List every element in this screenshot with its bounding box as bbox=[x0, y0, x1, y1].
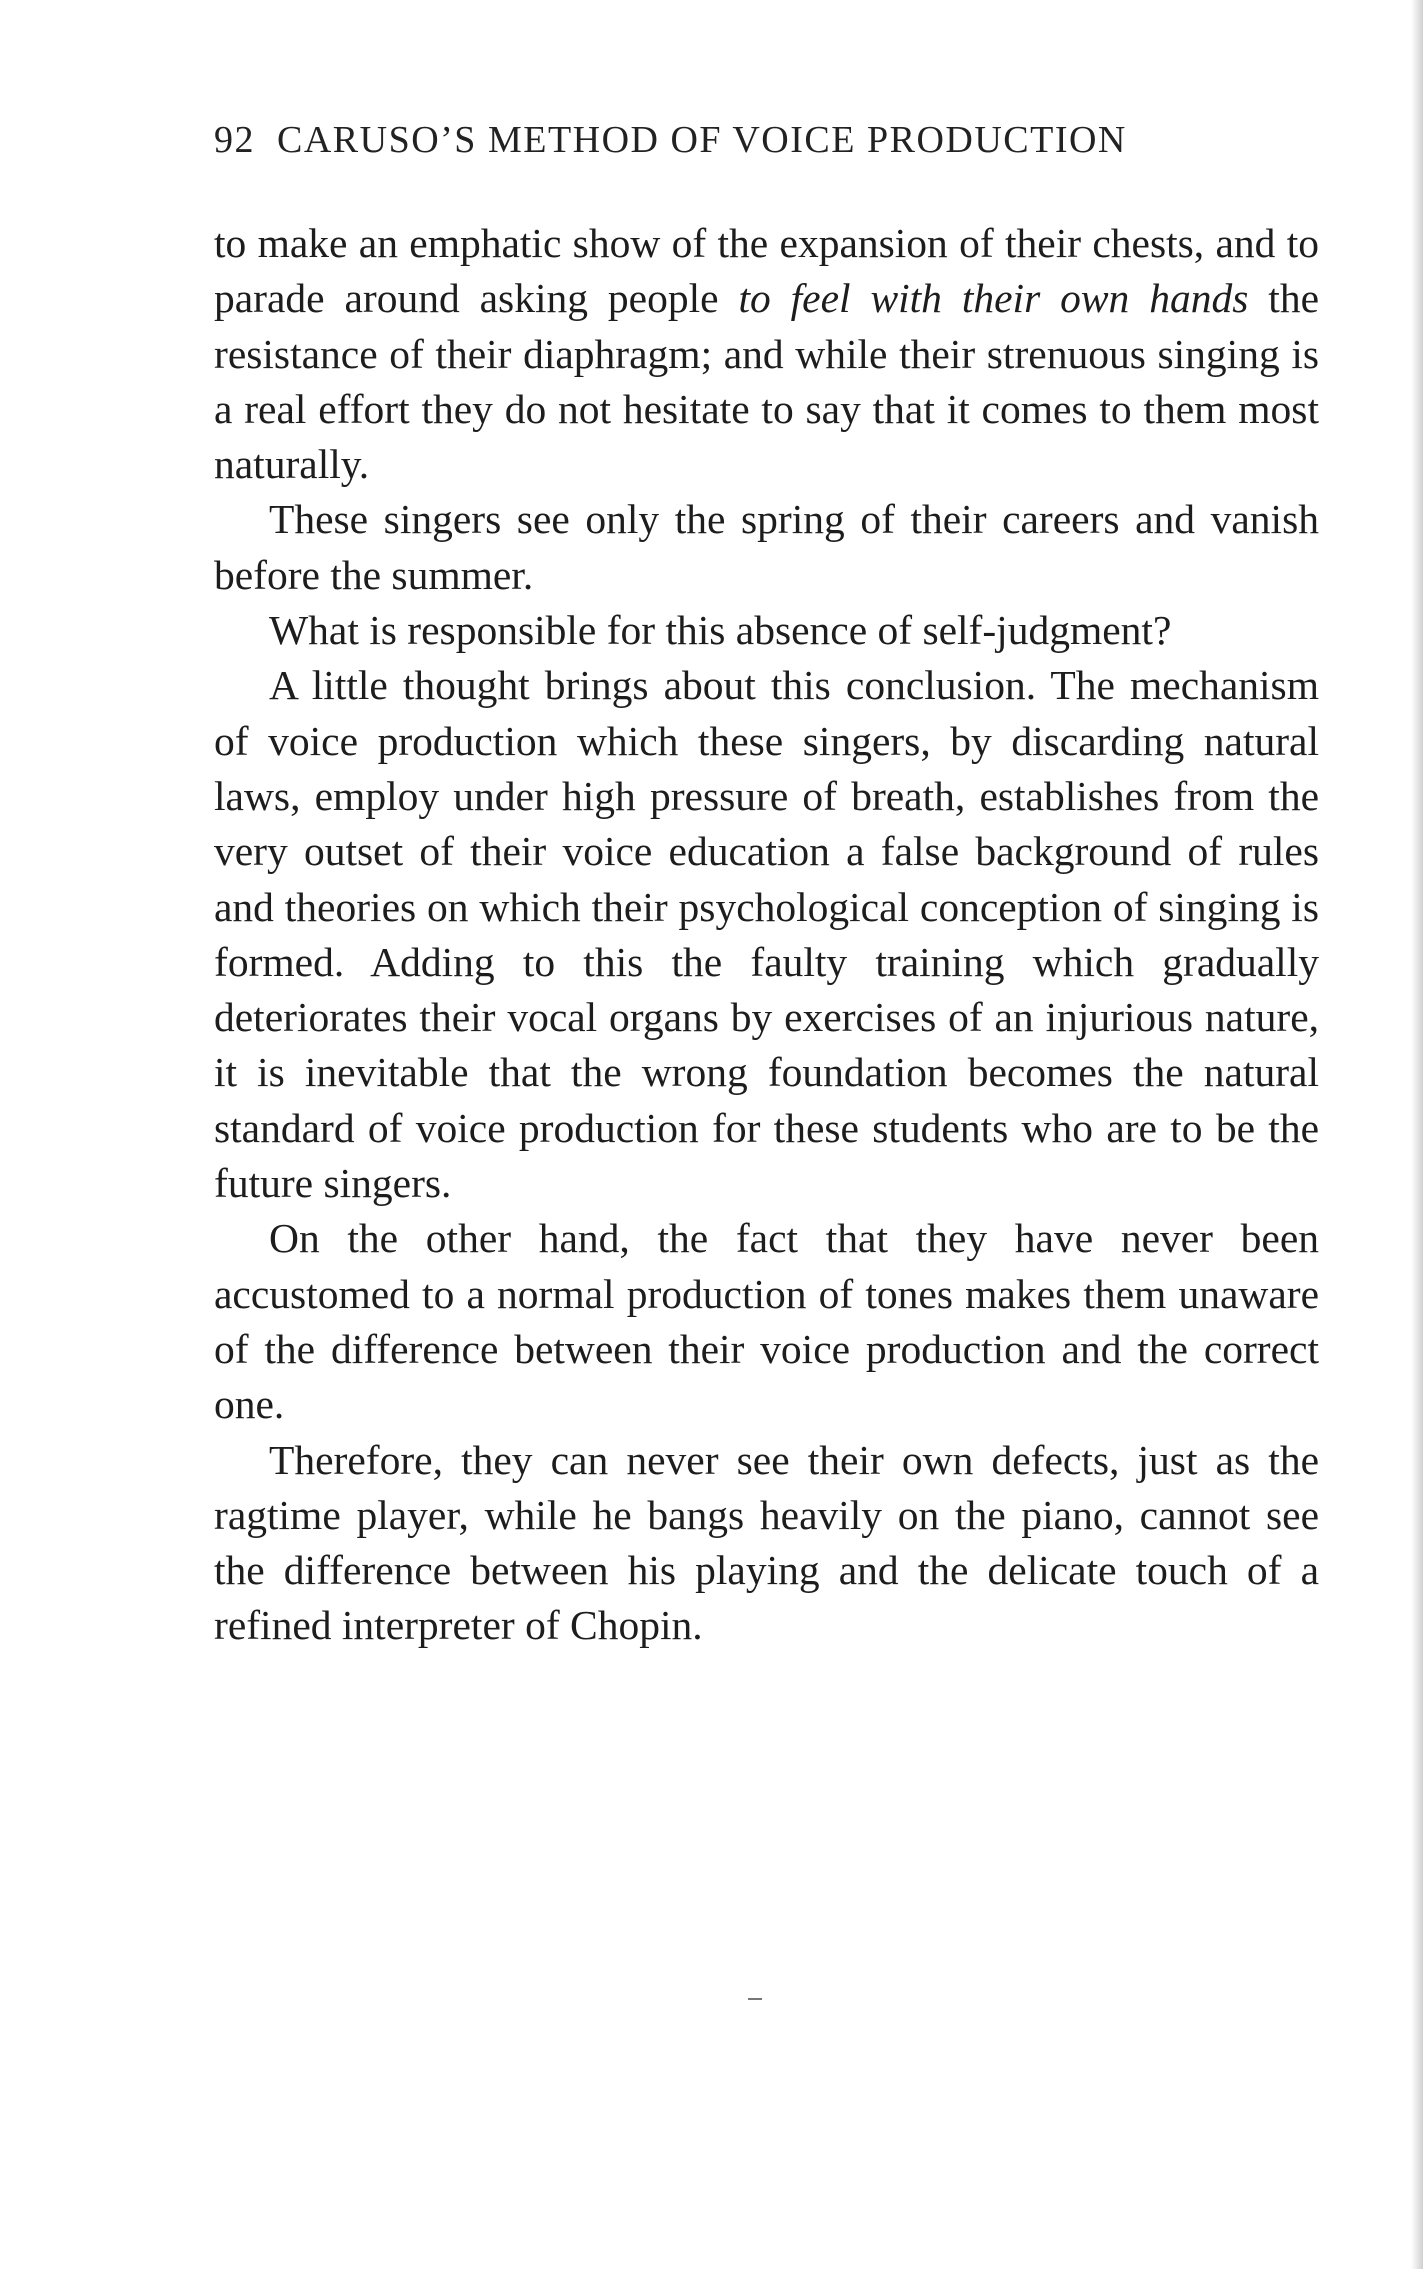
running-title: CARUSO’S METHOD OF VOICE PRODUCTION bbox=[277, 119, 1127, 161]
paragraph: A little thought brings about this conclusion. The mechanism of voice production which these singers, by discarding natural laws, employ under high pressure of breath, establishes from the very outset of their voice education a false background of rules and theories on which their psychological conception of singing is formed. Adding to this the faulty training which gradually deteriorates their vocal organs by exercises of an injurious nature, it is inevitable that the wrong foundation becomes the natural standard of voice production for these students who are to be the future singers. bbox=[214, 662, 1319, 1207]
body-text bbox=[214, 216, 1319, 1654]
paragraph: On the other hand, the fact that they have never been accustomed to a normal production of tones makes them unaware of the difference between their voice production and the correct one. bbox=[214, 1215, 1319, 1428]
paragraph: These singers see only the spring of their careers and vanish before the summer. bbox=[214, 496, 1319, 598]
page-number: 92 bbox=[214, 119, 255, 161]
page-edge-shadow bbox=[1411, 0, 1423, 2269]
paragraph-text: to make an emphatic show of the expansion of their chests, and to parade around asking people bbox=[214, 220, 1319, 322]
paragraph: What is responsible for this absence of self-judgment? bbox=[269, 607, 1172, 654]
running-head bbox=[214, 118, 1319, 162]
italic-phrase: to feel with their own hands bbox=[738, 275, 1249, 322]
paragraph: Therefore, they can never see their own defects, just as the ragtime player, while he bangs heavily on the piano, cannot see the difference between his playing and the delicate touch of a refined interpreter of Chopin. bbox=[214, 1436, 1319, 1649]
paragraph-text: the resistance of their diaphragm; and while their strenuous singing is a real effort they do not hesitate to say that it comes to them most naturally. bbox=[214, 275, 1319, 488]
print-mark bbox=[748, 1998, 762, 2000]
paragraph-continuation bbox=[214, 216, 1319, 492]
